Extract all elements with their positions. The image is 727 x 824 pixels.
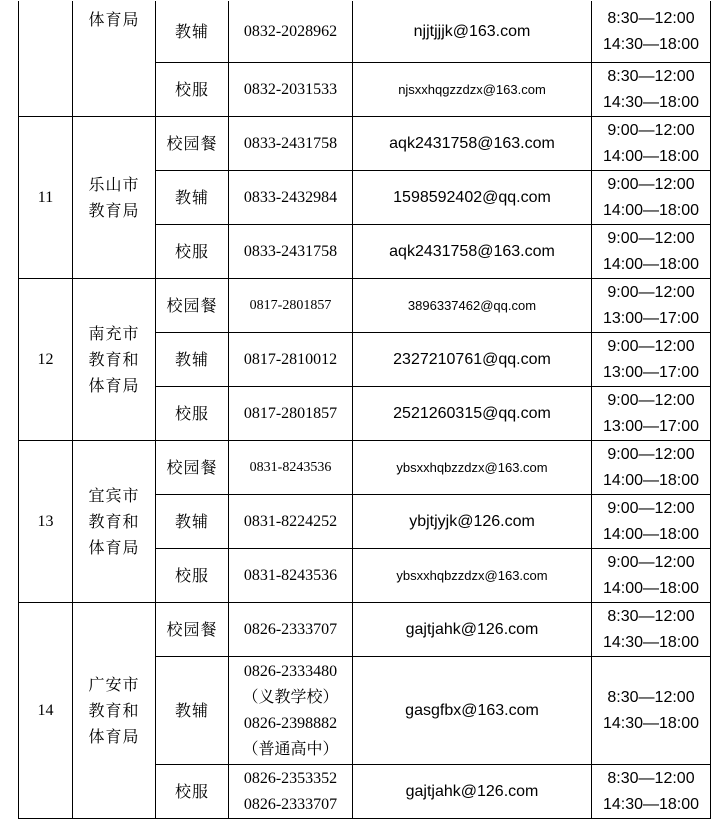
phone-cell: 0826-2333480 （义教学校） 0826-2398882 （普通高中） bbox=[229, 657, 353, 765]
table-row bbox=[19, 603, 711, 657]
category-cell: 校服 bbox=[156, 225, 229, 279]
category-cell: 教辅 bbox=[156, 171, 229, 225]
phone-cell: 0817-2801857 bbox=[229, 387, 353, 441]
phone-cell: 0832-2028962 bbox=[229, 1, 353, 63]
table-row bbox=[19, 279, 711, 333]
department-name: 南充市 教育和 体育局 bbox=[73, 279, 156, 441]
department-name: 宜宾市 教育和 体育局 bbox=[73, 441, 156, 603]
hours-cell: 8:30—12:00 14:30—18:00 bbox=[592, 603, 711, 657]
hours-cell: 9:00—12:00 13:00—17:00 bbox=[592, 387, 711, 441]
department-name: 乐山市 教育局 bbox=[73, 117, 156, 279]
department-name: 广安市 教育和 体育局 bbox=[73, 603, 156, 819]
email-cell: aqk2431758@163.com bbox=[353, 117, 592, 171]
contact-table bbox=[18, 0, 711, 819]
phone-cell: 0817-2810012 bbox=[229, 333, 353, 387]
category-cell: 教辅 bbox=[156, 657, 229, 765]
email-cell: njjtjjjk@163.com bbox=[353, 1, 592, 63]
hours-cell: 9:00—12:00 14:00—18:00 bbox=[592, 441, 711, 495]
category-cell: 校园餐 bbox=[156, 603, 229, 657]
hours-cell: 9:00—12:00 14:00—18:00 bbox=[592, 225, 711, 279]
email-cell: gasgfbx@163.com bbox=[353, 657, 592, 765]
row-number bbox=[19, 1, 73, 117]
department-name: 体育局 bbox=[73, 1, 156, 117]
hours-cell: 9:00—12:00 14:00—18:00 bbox=[592, 171, 711, 225]
hours-cell: 9:00—12:00 14:00—18:00 bbox=[592, 495, 711, 549]
phone-cell: 0833-2432984 bbox=[229, 171, 353, 225]
email-cell: aqk2431758@163.com bbox=[353, 225, 592, 279]
table-row bbox=[19, 117, 711, 171]
hours-cell: 9:00—12:00 14:00—18:00 bbox=[592, 549, 711, 603]
page-cut-top bbox=[18, 0, 712, 1]
email-cell: ybsxxhqbzzdzx@163.com bbox=[353, 549, 592, 603]
phone-cell: 0833-2431758 bbox=[229, 225, 353, 279]
email-cell: njsxxhqgzzdzx@163.com bbox=[353, 63, 592, 117]
table-row bbox=[19, 441, 711, 495]
email-cell: 1598592402@qq.com bbox=[353, 171, 592, 225]
category-cell: 校园餐 bbox=[156, 441, 229, 495]
phone-cell: 0826-2333707 bbox=[229, 603, 353, 657]
email-cell: 2327210761@qq.com bbox=[353, 333, 592, 387]
phone-cell: 0826-2353352 0826-2333707 bbox=[229, 765, 353, 819]
phone-cell: 0833-2431758 bbox=[229, 117, 353, 171]
category-cell: 校服 bbox=[156, 765, 229, 819]
row-number: 14 bbox=[19, 603, 73, 819]
category-cell: 教辅 bbox=[156, 333, 229, 387]
phone-cell: 0831-8243536 bbox=[229, 549, 353, 603]
category-cell: 校园餐 bbox=[156, 117, 229, 171]
category-cell: 校园餐 bbox=[156, 279, 229, 333]
category-cell: 校服 bbox=[156, 63, 229, 117]
email-cell: ybjtjyjk@126.com bbox=[353, 495, 592, 549]
phone-cell: 0831-8243536 bbox=[229, 441, 353, 495]
category-cell: 教辅 bbox=[156, 495, 229, 549]
category-cell: 教辅 bbox=[156, 1, 229, 63]
row-number: 12 bbox=[19, 279, 73, 441]
hours-cell: 9:00—12:00 13:00—17:00 bbox=[592, 279, 711, 333]
phone-cell: 0831-8224252 bbox=[229, 495, 353, 549]
category-cell: 校服 bbox=[156, 387, 229, 441]
hours-cell: 8:30—12:00 14:30—18:00 bbox=[592, 657, 711, 765]
hours-cell: 8:30—12:00 14:30—18:00 bbox=[592, 1, 711, 63]
hours-cell: 8:30—12:00 14:30—18:00 bbox=[592, 63, 711, 117]
email-cell: 3896337462@qq.com bbox=[353, 279, 592, 333]
row-number: 11 bbox=[19, 117, 73, 279]
phone-cell: 0817-2801857 bbox=[229, 279, 353, 333]
hours-cell: 9:00—12:00 14:00—18:00 bbox=[592, 117, 711, 171]
category-cell: 校服 bbox=[156, 549, 229, 603]
hours-cell: 8:30—12:00 14:30—18:00 bbox=[592, 765, 711, 819]
email-cell: gajtjahk@126.com bbox=[353, 765, 592, 819]
phone-cell: 0832-2031533 bbox=[229, 63, 353, 117]
row-number: 13 bbox=[19, 441, 73, 603]
email-cell: ybsxxhqbzzdzx@163.com bbox=[353, 441, 592, 495]
email-cell: 2521260315@qq.com bbox=[353, 387, 592, 441]
hours-cell: 9:00—12:00 13:00—17:00 bbox=[592, 333, 711, 387]
table-row bbox=[19, 1, 711, 63]
email-cell: gajtjahk@126.com bbox=[353, 603, 592, 657]
